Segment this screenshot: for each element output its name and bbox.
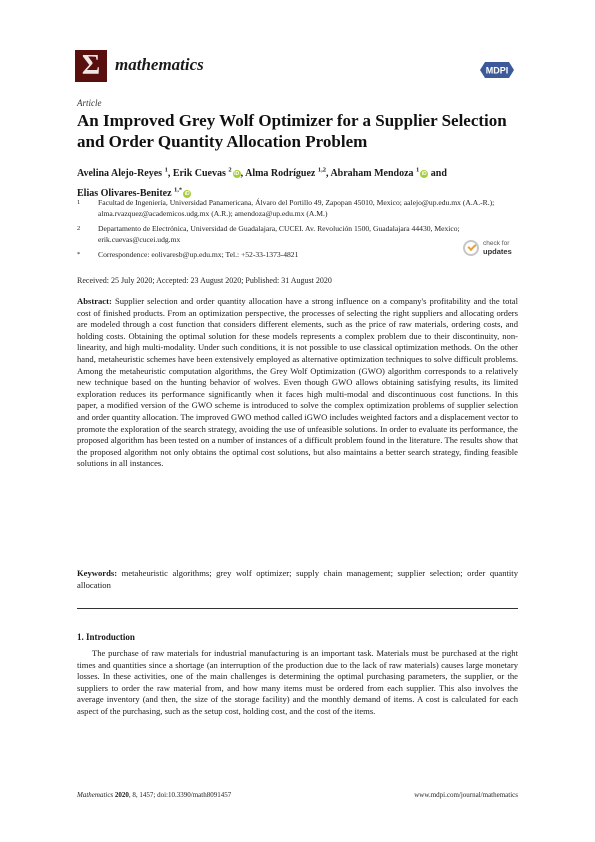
affiliation-text: Correspondence: eolivaresb@up.edu.mx; Tel.: +52-33-1373-4821 — [98, 250, 299, 259]
author — [77, 168, 173, 179]
affiliation-text: Facultad de Ingeniería, Universidad Panamericana, Álvaro del Portillo 49, Zapopan 45010, Mexico; aalejo@up.edu.mx (A.A.-R.); alma.rvazquez@academicos.udg.mx (A.R.); amendoza@up.edu.mx (A.M.) — [98, 198, 495, 218]
correspondence — [77, 249, 517, 261]
orcid-icon[interactable]: iD — [184, 190, 190, 197]
keywords-label: Keywords: — [77, 568, 118, 578]
author-separator: and — [428, 168, 450, 180]
affiliation-marker: * — [77, 251, 81, 258]
affiliation-marker: 2 — [77, 225, 81, 232]
author — [330, 168, 449, 179]
author-name: Elias Olivares-Benitez — [77, 187, 172, 199]
check-updates-icon — [463, 240, 479, 256]
footer-citation-text: , 8, 1457; doi:10.3390/math8091457 — [128, 791, 232, 799]
author-affiliation-mark: 1,* — [174, 186, 183, 194]
mdpi-logo — [478, 61, 516, 79]
divider — [77, 608, 518, 609]
footer-year: 2020 — [114, 791, 129, 799]
author-name: Alma Rodríguez — [245, 168, 316, 180]
author-separator: , — [167, 168, 173, 180]
author-affiliation-mark: 1 — [416, 167, 420, 174]
author-name: Abraham Mendoza — [330, 168, 414, 180]
check-updates-line2: updates — [483, 247, 512, 256]
abstract-label: Abstract: — [77, 296, 112, 306]
sigma-icon: Σ — [81, 50, 101, 81]
abstract — [77, 296, 518, 470]
author-name: Avelina Alejo-Reyes — [77, 168, 163, 180]
affiliation-1 — [77, 197, 517, 221]
mdpi-logo-text: MDPI — [485, 65, 509, 76]
orcid-icon[interactable]: iD — [234, 171, 240, 178]
journal-logo — [75, 50, 107, 82]
author-affiliation-mark: 1,2 — [317, 167, 326, 174]
author-affiliation-mark: 2 — [228, 167, 232, 174]
author — [173, 168, 245, 179]
keywords-text: metaheuristic algorithms; grey wolf optimizer; supply chain management; supplier selection; order quantity allocation — [77, 568, 518, 590]
footer-citation — [77, 791, 231, 799]
author-affiliation-mark: 1 — [164, 167, 168, 174]
check-for-updates-badge[interactable] — [463, 238, 518, 260]
orcid-icon[interactable]: iD — [421, 171, 427, 178]
author-separator: , — [240, 168, 246, 180]
affiliation-2 — [77, 223, 517, 247]
footer-journal: Mathematics — [77, 791, 114, 799]
author-name: Erik Cuevas — [172, 168, 226, 180]
section-heading: 1. Introduction — [77, 632, 135, 642]
section-paragraph: The purchase of raw materials for industrial manufacturing is an important task. Materials must be purchased at the right times and quantities since a shortage (an interruption of the production due to the lack of raw materials) causes large monetary losses. In these activities, one of the main challenges is determining the optimal purchasing parameters, the supplier, or the suppliers to order the raw material from, and how many items must be ordered from each supplier. This also involves the average inventory (and then, the size of the storage facility) and the monthly demand of items. A cost is calculated for each aspect of the purchasing, such as the setup cost, holding cost, and the cost of the items. — [77, 648, 518, 716]
paper-title: An Improved Grey Wolf Optimizer for a Supplier Selection and Order Quantity Allocation Problem — [77, 111, 507, 151]
article-type: Article — [77, 98, 102, 108]
author-separator: , — [326, 168, 331, 180]
author — [245, 168, 330, 179]
publication-dates: Received: 25 July 2020; Accepted: 23 August 2020; Published: 31 August 2020 — [77, 276, 332, 285]
author-list — [77, 163, 517, 202]
affiliation-marker: 1 — [77, 199, 81, 206]
affiliation-text: Departamento de Electrónica, Universidad de Guadalajara, CUCEI. Av. Revolución 1500, Guadalajara 44430, Mexico; erik.cuevas@cucei.udg.mx — [98, 224, 460, 244]
journal-name: mathematics — [115, 55, 204, 74]
keywords — [77, 568, 518, 591]
check-updates-line1: check for — [483, 240, 510, 247]
footer-url[interactable]: www.mdpi.com/journal/mathematics — [414, 791, 518, 799]
abstract-text: Supplier selection and order quantity allocation have a strong influence on a company's profitability and the total cost of finished products. From an optimization perspective, the processes of selecting the right suppliers and allocating orders are modeled through a cost function that considers different elements, such as the price of raw materials, ordering costs, and holding costs. Obtaining the optimal solution for these models represents a complex problem due to their discontinuity, non-linearity, and high multi-modality. Under such conditions, it is not possible to use classical optimization methods. On the other hand, metaheuristic schemes have been extensively employed as alternative optimization techniques to solve difficult problems. Among the metaheuristic computation algorithms, the Grey Wolf Optimization (GWO) algorithm corresponds to a relatively new technique based on the hunting behavior of wolves. Even though GWO allows obtaining satisfying results, its limited exploration reduces its performance significantly when it faces high multi-modal and discontinuous cost functions. In this paper, a modified version of the GWO scheme is introduced to solve the complex optimization problems of supplier selection and order quantity allocation. The improved GWO method called iGWO includes weighted factors and a displacement vector to promote the exploration of the search strategy, avoiding the use of unfeasible solutions. In order to evaluate its performance, the proposed algorithm has been tested on a number of instances of a difficult problem found in the literature. The results show that the proposed algorithm not only obtains the optimal cost solutions, but also maintains a better search strategy, finding feasible solutions in all instances. — [77, 296, 519, 469]
